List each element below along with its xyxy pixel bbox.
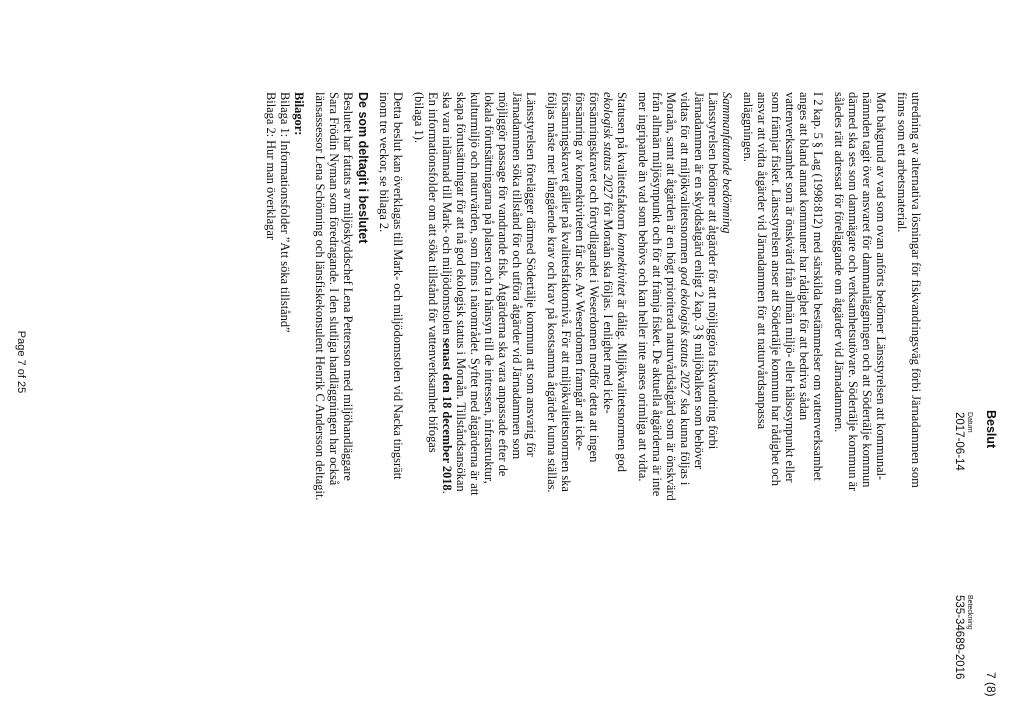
text-run: ska kunna följas i: [678, 395, 692, 486]
intro-paragraph: [895, 92, 923, 652]
status-paragraph: [545, 92, 629, 652]
page-count: 7 (8): [984, 672, 998, 697]
text-line: Detta beslut kan överklagas till Mark- och miljödomstolen vid Nacka tingsrätt: [391, 92, 405, 480]
date-label: Datum: [966, 412, 973, 433]
responsibility-paragraph: [832, 92, 888, 652]
text-line: [440, 92, 454, 652]
text-line: [601, 92, 615, 652]
text-line: Mot bakgrund av vad som ovan anförts bedömer Länsstyrelsen att kommunal-: [874, 92, 888, 481]
text-line: anges att bland annat kommuner har rådighet för att bedriva sådan: [797, 92, 811, 421]
text-line: anläggningen.: [741, 92, 755, 162]
text-line: från allmän miljösynpunkt och för att främja fisket. De aktuella åtgärderna är inte: [650, 92, 664, 497]
text-run: är dålig. Miljökvalitetsnormen god: [615, 296, 629, 472]
participants-paragraph: [313, 92, 355, 652]
text-line: inom tre veckor, se bilaga 2.: [377, 92, 391, 233]
text-line: som främjar fisket. Länsstyrelsen anser att Södertälje kommun har rådighet och: [769, 92, 783, 486]
text-run: .: [440, 490, 454, 494]
text-line: försämringskravet och förtydligandet i Weserdomen medför detta att ingen: [587, 92, 601, 463]
attachments-list: [264, 92, 292, 652]
order-paragraph: [412, 92, 538, 652]
reference-block: [952, 595, 973, 679]
reference-value: 535-34689-2016: [953, 595, 965, 680]
text-line: därmed ska ses som dammägare och verksamhetsutövare. Södertälje kommun är: [846, 92, 860, 492]
text-line: således rätt adressat för föreläggande om åtgärder vid Järnadammen.: [832, 92, 846, 433]
text-line: försämringskravet gäller på kvalitetsfaktornivå. För att miljökvalitetsnormen ska: [559, 92, 573, 492]
text-line: försämring av konnektiviteten får ske. Av Weserdomen framgår att icke-: [573, 92, 587, 451]
text-line: I 2 kap. 5 § Lag (1998:812) med särskilda bestämmelser om vattenverksamhet: [811, 92, 825, 481]
attachment-item: Bilaga 1: Informationsfolder ”Att söka tillstånd”: [278, 92, 292, 333]
text-line: [678, 92, 692, 652]
page-footer: Page 7 of 25: [15, 330, 27, 394]
date-block: [952, 412, 973, 471]
text-line: skapa förutsättningar för att nå god ekologisk status i Moraån. Tillståndsansökan: [454, 92, 468, 492]
text-run: ska vara inlämnad till Mark- och miljödomstolen: [440, 92, 454, 339]
document-type: Beslut: [984, 410, 998, 449]
text-line: lokala förutsättningarna på platsen och ta hänsyn till de intressen, infrastruktur,: [482, 92, 496, 484]
text-line: följas måste mer långgående krav och krav på kostsamma åtgärder kunna ställas.: [545, 92, 559, 493]
italic-term: konnektivitet: [615, 232, 629, 297]
attachment-item: Bilaga 2: Hur man överklagar: [264, 92, 278, 240]
text-line: nämnden tagit över ansvaret för dammanläggningen och att Södertälje kommun: [860, 92, 874, 488]
text-line: utredning av alternativa lösningar för fiskvandringsväg förbi Järnadammen som: [909, 92, 923, 488]
participants-heading: De som deltagit i beslutet: [356, 92, 370, 244]
text-line: Länsstyrelsen förelägger därmed Södertälje kommun att som ansvarig för: [524, 92, 538, 457]
assessment-paragraph: [636, 92, 720, 652]
deadline-date: senast den 18 december 2018: [440, 338, 454, 491]
text-run: vidtas för att miljökvalitetsnormen: [678, 92, 692, 267]
document-body: [264, 92, 923, 652]
law-paragraph: [741, 92, 825, 652]
text-line: En informationsfolder om att söka tillstånd för vattenverksamhet bifogas: [426, 92, 440, 453]
date-value: 2017-06-14: [953, 412, 965, 471]
text-run: Statusen på kvalitetsfaktorn: [615, 92, 629, 233]
text-line: Sara Frödin Nyman som föredragande. I den slutliga handläggningen har också: [327, 92, 341, 486]
text-run: för Moraån ska följas. I enlighet med icke-: [601, 198, 615, 414]
appeal-paragraph: [377, 92, 405, 652]
text-line: Beslutet har fattats av miljöskyddschef Lena Pettersson med miljöhandläggare: [341, 92, 355, 481]
text-line: Moraån, samt att åtgärden är en högt prioriterad naturvårdsåtgärd som är önskvärd: [664, 92, 678, 501]
attachments-heading: Bilagor:: [292, 92, 306, 136]
text-line: länsassessor Lena Schönning och länsfiskekonsulent Henrik C Andersson deltagit.: [313, 92, 327, 501]
text-line: [615, 92, 629, 652]
text-line: Järnadammen söka tillstånd för och utföra åtgärder vid Järnadammen som: [510, 92, 524, 460]
text-line: finns som ett arbetsmaterial.: [895, 92, 909, 233]
text-line: Länsstyrelsen bedömer att åtgärder för att möjliggöra fiskvandring förbi: [706, 92, 720, 450]
text-line: ansvar att vidta åtgärder vid Järnadammen för att naturvårdsanpassa: [755, 92, 769, 430]
assessment-subheading: Sammanfattande bedömning: [720, 92, 734, 234]
text-line: möjliggör passage för vandrande fisk. Åtgärderna ska vara anpassade efter de: [496, 92, 510, 477]
text-line: kulturmiljö och naturvärden, som finns i närområdet. Syftet med åtgärderna är att: [468, 92, 482, 496]
italic-term: god ekologisk status 2027: [678, 266, 692, 396]
text-line: vattenverksamhet som är önskvärd från allmän miljö- eller hälsosynpunkt eller: [783, 92, 797, 483]
reference-label: Beteckning: [966, 595, 973, 630]
text-line: (bilaga 1).: [412, 92, 426, 143]
text-line: Järnadammen är en skyddsåtgärd enligt 2 kap. 3 § miljöbalken som behöver: [692, 92, 706, 470]
text-line: mer ingripande än vad som behövs och kan heller inte anses orimliga att vidta.: [636, 92, 650, 482]
italic-term: ekologisk status 2027: [601, 92, 615, 199]
